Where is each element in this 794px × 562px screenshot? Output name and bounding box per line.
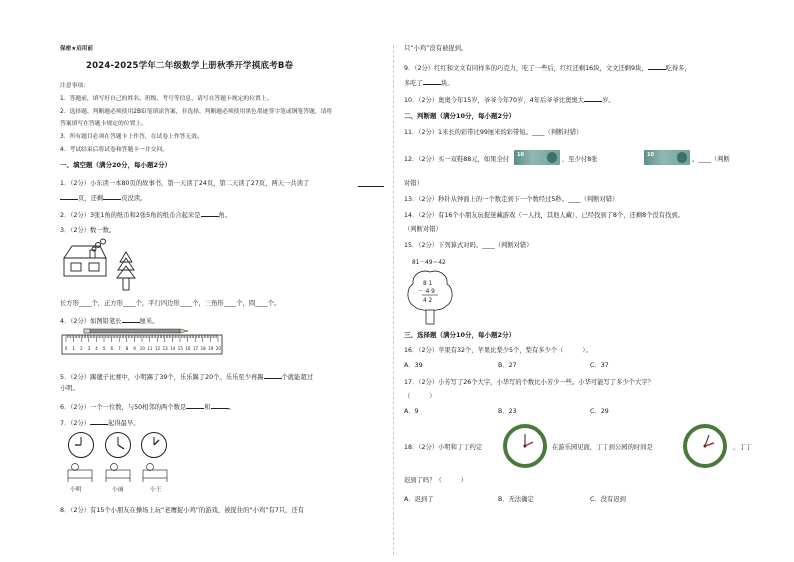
- q16-opt-a[interactable]: A．39: [404, 362, 423, 369]
- ruler-tick-label: 9: [133, 346, 136, 351]
- q5-line2: 小明。: [60, 385, 79, 392]
- ruler-tick-label: 8: [125, 346, 129, 351]
- secret-mark: 保密★启用前: [60, 46, 93, 52]
- banknote-10-icon: 10: [514, 150, 560, 165]
- q12-line2: 对错）: [404, 180, 423, 187]
- q17-opt-b[interactable]: B．23: [498, 408, 517, 415]
- q8-line2: 只“小鸡”没有被捉到。: [404, 45, 468, 52]
- q16-opt-b[interactable]: B．27: [498, 362, 517, 369]
- ruler-tick-label: 18: [200, 346, 206, 351]
- ruler-tick-label: 12: [155, 346, 161, 351]
- note-5: 4．考试结束后将试卷和答题卡一并交回。: [60, 147, 169, 153]
- ruler-tick-label: 1: [72, 346, 76, 351]
- q17-opt-a[interactable]: A．9: [404, 408, 419, 415]
- q10: 10．（2分）奥奥今年15岁，爷爷今年70岁，4年后爷爷比奥奥大 岁。: [404, 97, 615, 104]
- q18-opt-a[interactable]: A．迟到了: [404, 496, 434, 503]
- q9-blank-2[interactable]: [423, 78, 441, 85]
- q4-blank[interactable]: [122, 316, 140, 323]
- note-3: 答案填写在答题卡规定的位置上。: [60, 121, 147, 127]
- q1-line1: 1．（2分）小东读一本80页的故事书，第一天读了24页，第二天读了27页，两天一共读了: [60, 180, 310, 187]
- q9-line1: 9．（2分）红红和文文有同样多的巧克力，吃了一些后，红红还剩16块，文文还剩9块， 吃得多，: [404, 65, 691, 72]
- ruler-tick-label: 16: [185, 346, 191, 351]
- q7-name-1: 小明: [70, 487, 82, 493]
- q4-ruler-figure: [60, 326, 225, 358]
- q15-equation: 81－49＝42: [412, 260, 446, 266]
- q6-blank-2[interactable]: [211, 402, 229, 409]
- q7-blank[interactable]: [90, 418, 108, 425]
- ruler-tick-label: 2: [80, 346, 83, 351]
- q14-line2: （判断对错）: [404, 226, 442, 233]
- q17-line1: 17．（2分）小芳写了26个大字，小华写的个数比小芳少一些。小华可能写了多少个大字？: [404, 379, 654, 386]
- q18-opt-b[interactable]: B．无法确定: [498, 496, 534, 503]
- ruler-tick-label: 15: [177, 346, 183, 351]
- note-1: 1．答题前，填写好自己的姓名、班级、考号等信息，请写在答题卡规定的位置上。: [60, 96, 273, 102]
- ruler-tick-label: 13: [162, 346, 168, 351]
- note-2: 2．选择题、判断题必须使用2B铅笔填涂答案，非选择、判断题必须使用黑色墨迹签字笔或钢笔答题，请将: [60, 109, 333, 115]
- q12-line1b: ，至少付8张: [562, 156, 598, 163]
- q15: 15．（2分）下列算式对吗。____（判断对错）: [404, 242, 533, 249]
- section-choice-heading: 三、选择题（满分10分，每小题2分）: [404, 331, 516, 339]
- q18-clock-appointment: [503, 424, 547, 468]
- q1-blank-2[interactable]: [103, 193, 121, 200]
- q5-line1: 5．（2分）踢毽子比赛中，小明踢了39个，乐乐踢了20个。乐乐至少再踢 个就能超过: [60, 374, 313, 381]
- q15-v2: － 4 9: [418, 289, 435, 295]
- q14-line1: 14．（2分）有16个小朋友玩捉迷藏游戏（一人找，其他人藏），已经找到了8个，还剩8个没有找到。: [404, 212, 684, 219]
- column-divider: [393, 45, 394, 555]
- q4: 4．（2分）如图铅笔长 厘米。: [60, 318, 159, 325]
- q7-name-2: 小丽: [112, 487, 124, 493]
- q7-kids-figure: [66, 460, 176, 486]
- q6: 6．（2分）一个一位数，与50相邻的两个数是 和 。: [60, 404, 235, 411]
- q10-blank[interactable]: [584, 95, 602, 102]
- q12-line1: 12．（2分）买一双鞋88元，如果全付: [404, 156, 510, 163]
- ruler-tick-label: 20: [215, 346, 221, 351]
- q9-line2: 多吃了 块。: [404, 80, 454, 87]
- q16: 16．（2分）苹果有32个，苹果比梨少5个，梨有多少个（ ）。: [404, 347, 592, 354]
- q6-blank-1[interactable]: [186, 402, 204, 409]
- ruler-tick-label: 10: [139, 346, 145, 351]
- q17-opt-c[interactable]: C．29: [590, 408, 609, 415]
- q15-v3: 4 2: [423, 298, 433, 304]
- q15-tree-figure: [404, 266, 456, 326]
- ruler-tick-label: 0: [64, 346, 68, 351]
- ruler-tick-label: 3: [87, 346, 91, 351]
- ruler-tick-label: 11: [147, 346, 153, 351]
- q1-line2: 页，还剩 页没读。: [60, 193, 146, 203]
- ruler-tick-label: 7: [118, 346, 121, 351]
- q8-line1: 8．（2分）有15个小朋友在操场上玩“老鹰捉小鸡”的游戏，被捉住的“小鸡”有7只，还有: [60, 507, 305, 514]
- notes-heading: 注意事项：: [60, 83, 89, 89]
- q7-clock-1: [68, 432, 94, 458]
- q3-label: 3．（2分）数一数。: [60, 227, 116, 234]
- ruler-tick-label: 6: [110, 346, 114, 351]
- q1-blank-1[interactable]: [60, 193, 78, 200]
- note-4: 3．所有题目必须在答题卡上作答，在试卷上作答无效。: [60, 134, 203, 140]
- section-judge-heading: 二、判断题（满分10分，每小题2分）: [404, 112, 516, 120]
- q18-clock-arrival: [683, 424, 727, 468]
- exam-title: 2024-2025学年二年级数学上册秋季开学摸底考B卷: [86, 61, 294, 71]
- q7-clock-3: [141, 432, 167, 458]
- q13: 13．（2分）秒针从钟面上的一个数走到下一个数经过5秒。____（判断对错）: [404, 196, 619, 203]
- ruler-tick-label: 5: [102, 346, 106, 351]
- q3-shapes-figure: [60, 238, 150, 294]
- q9-blank-1[interactable]: [648, 63, 666, 70]
- q7-name-3: 小王: [150, 487, 162, 493]
- ruler-tick-label: 19: [208, 346, 214, 351]
- q2-blank[interactable]: [201, 210, 219, 217]
- q7-clock-2: [105, 432, 131, 458]
- q1-blank-0[interactable]: [358, 180, 384, 187]
- q7: 7．（2分） 起得最早。: [60, 420, 140, 427]
- banknote-10-icon-2: 10: [644, 150, 690, 165]
- q12-line1c: 。____（判断: [692, 156, 730, 163]
- q17-line2: （ ）: [404, 393, 436, 400]
- q11: 11．（2分）1米长的彩带比99厘米的彩带短。____（判断对错）: [404, 129, 583, 136]
- q18-line2: 迟到了吗？（ ）: [404, 477, 467, 484]
- q18-line1b: 在游乐园见面，丁丁到公园的时间是: [552, 444, 653, 451]
- q2: 2．（2分）3张1角的纸币和2张5角的纸币合起来是 角。: [60, 212, 232, 219]
- q18-line1a: 18．（2分）小明和丁丁约定: [404, 444, 483, 451]
- q18-line1c: ，丁丁: [733, 444, 752, 451]
- q5-blank[interactable]: [264, 372, 282, 379]
- ruler-tick-label: 4: [95, 346, 98, 351]
- section-fill-heading: 一、填空题（满分20分，每小题2分）: [60, 161, 172, 169]
- q16-opt-c[interactable]: C．37: [590, 362, 609, 369]
- q15-v1: 8 1: [423, 281, 433, 287]
- ruler-tick-label: 14: [170, 346, 176, 351]
- ruler-tick-label: 17: [193, 346, 199, 351]
- q18-opt-c[interactable]: C．没有迟到: [590, 496, 626, 503]
- q3-shape-counts: 长方形____个，正方形____个，平行四边形____个，三角形____个，圆____个。: [60, 300, 281, 307]
